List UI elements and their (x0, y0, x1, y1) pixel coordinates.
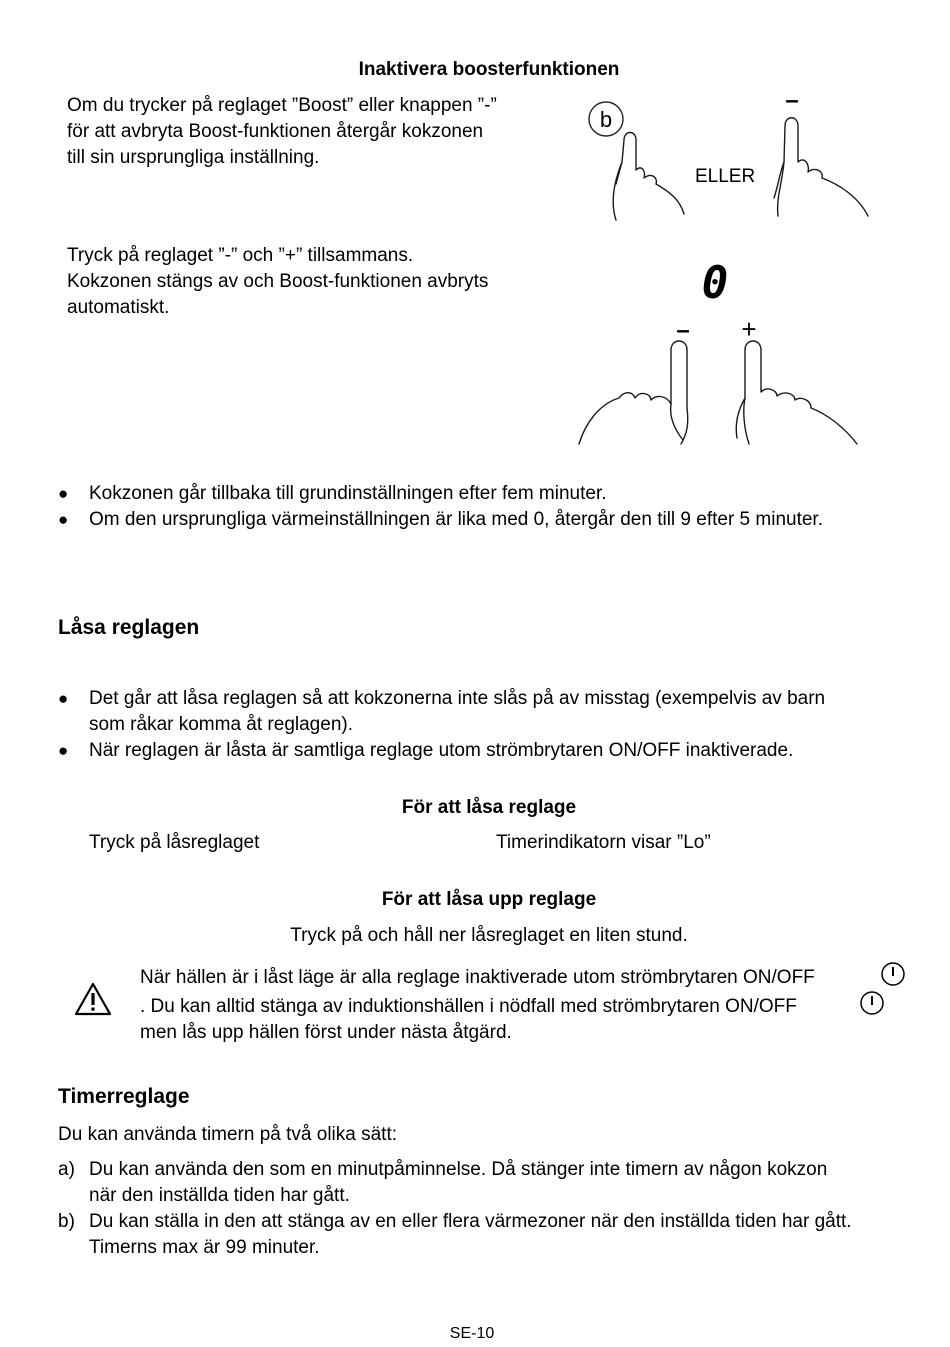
lock-step-action: Tryck på låsreglaget (89, 832, 260, 853)
boost-off-paragraph-1 (67, 93, 497, 171)
text-line: Om du trycker på reglaget ”Boost” eller knappen ”-” (67, 95, 497, 116)
boost-bullet-2: Om den ursprungliga värmeinställningen är lika med 0, återgår den till 9 efter 5 minuter. (89, 509, 823, 530)
boost-or-minus-figure (580, 87, 880, 227)
text-line: När reglagen är låsta är samtliga reglage utom strömbrytaren ON/OFF inaktiverade. (89, 740, 794, 761)
text-line: När hällen är i låst läge är alla reglage inaktiverade utom strömbrytaren ON/OFF (140, 967, 815, 988)
bullet-icon: ● (58, 689, 69, 708)
text-line: Det går att låsa reglagen så att kokzonerna inte slås på av misstag (exempelvis av barn (89, 688, 826, 709)
minus-plus-figure (575, 258, 875, 448)
boost-off-paragraph-2 (67, 243, 488, 321)
lock-bullet-2 (89, 738, 919, 764)
left-hand-pressing-minus-icon (579, 341, 688, 444)
text-line: Kokzonen stängs av och Boost-funktionen avbryts (67, 271, 489, 292)
text-line: till sin ursprungliga inställning. (67, 147, 320, 168)
text-line: Du kan använda den som en minutpåminnelse. Då stänger inte timern av någon kokzon (89, 1159, 828, 1180)
pressing-hand-right-icon (774, 118, 868, 216)
pressing-hand-left-icon (613, 133, 684, 221)
text-line: som råkar komma åt reglagen). (89, 714, 353, 735)
lock-heading: Låsa reglagen (58, 616, 200, 639)
unlock-subheading: För att låsa upp reglage (381, 889, 597, 910)
timer-item-a (89, 1157, 919, 1209)
text-line: Tryck på reglaget ”-” och ”+” tillsammans. (67, 245, 414, 266)
warning-icon (74, 982, 112, 1024)
lock-step-result: Timerindikatorn visar ”Lo” (496, 832, 711, 853)
right-hand-pressing-plus-icon (736, 341, 857, 444)
page-number: SE-10 (449, 1325, 495, 1342)
display-digit: 0 (701, 258, 729, 309)
timer-intro: Du kan använda timern på två olika sätt: (58, 1124, 398, 1145)
text-line: Timerns max är 99 minuter. (89, 1237, 320, 1258)
boost-bullet-1: Kokzonen går tillbaka till grundinställningen efter fem minuter. (89, 483, 607, 504)
text-line: automatiskt. (67, 297, 170, 318)
text-line: för att avbryta Boost-funktionen återgår kokzonen (67, 121, 484, 142)
bullet-icon: ● (58, 510, 69, 529)
text-line: Du kan ställa in den att stänga av en eller flera värmezoner när den inställda tiden har gått. (89, 1211, 852, 1232)
boost-off-heading: Inaktivera boosterfunktionen (358, 59, 620, 80)
list-marker: a) (58, 1159, 75, 1180)
lock-bullet-1 (89, 686, 919, 738)
list-marker: b) (58, 1211, 75, 1232)
b-button-label: b (599, 107, 613, 132)
power-icon (859, 990, 885, 1024)
plus-key-label: + (741, 314, 757, 344)
minus-key-label: – (785, 87, 799, 114)
timer-heading: Timerreglage (58, 1085, 190, 1108)
bullet-icon: ● (58, 741, 69, 760)
text-line: men lås upp hällen först under nästa åtgärd. (140, 1022, 512, 1043)
text-line: när den inställda tiden har gått. (89, 1185, 350, 1206)
text-line: . Du kan alltid stänga av induktionshällen i nödfall med strömbrytaren ON/OFF (140, 996, 797, 1017)
timer-item-b (89, 1209, 919, 1261)
unlock-instruction: Tryck på och håll ner låsreglaget en liten stund. (290, 925, 688, 946)
bullet-icon: ● (58, 484, 69, 503)
or-label: ELLER (695, 166, 756, 187)
warning-text (140, 965, 880, 1046)
minus-key-label: – (676, 317, 690, 344)
lock-subheading: För att låsa reglage (401, 797, 577, 818)
